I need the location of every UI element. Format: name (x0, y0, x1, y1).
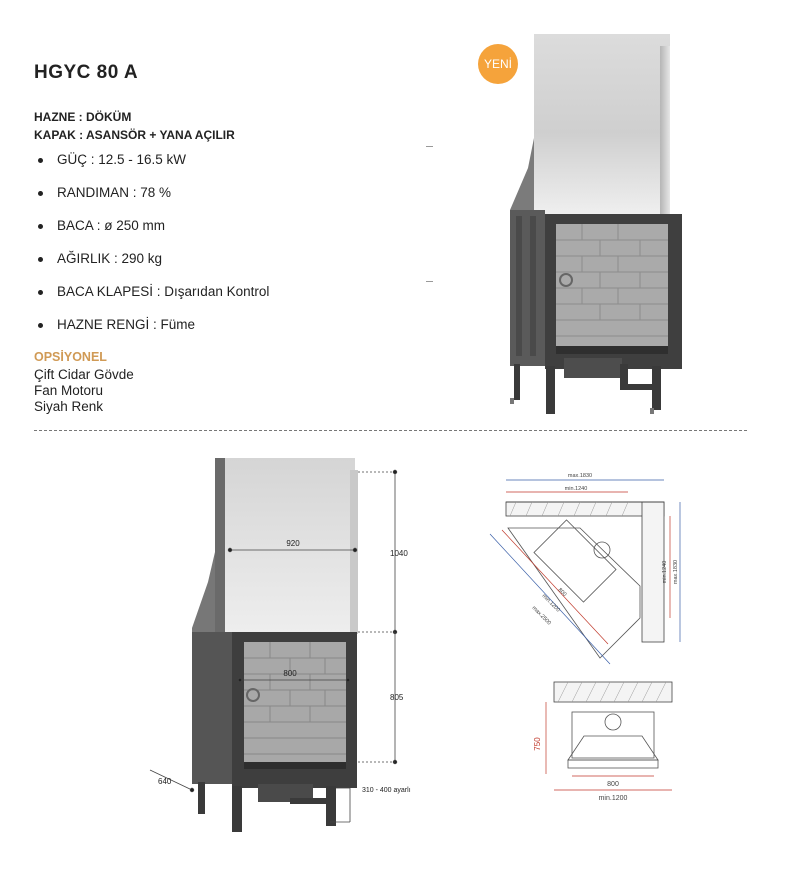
dim-body-height: 805 (390, 693, 404, 702)
firebox (244, 642, 346, 768)
bullet-icon (38, 158, 43, 163)
dim-width-top: 920 (286, 539, 300, 548)
fireplace-photo (500, 28, 690, 418)
hood-taper (510, 138, 534, 214)
product-title: HGYC 80 A (34, 62, 139, 83)
dimension-drawing (140, 452, 440, 842)
leg (326, 786, 336, 826)
dim-door-width: 800 (283, 669, 297, 678)
bullet-icon (38, 191, 43, 196)
ash-drawer (564, 358, 622, 378)
side-panel-left (510, 210, 545, 366)
corner-min-diag: min.1200 (540, 593, 561, 614)
front-min-width: min.1200 (598, 795, 628, 802)
spec-door: KAPAK : ASANSÖR + YANA AÇILIR (34, 128, 235, 142)
dim-legs: 310 - 400 ayarlı (362, 787, 411, 794)
front-plan-drawing (524, 678, 674, 808)
dim-depth: 640 (158, 777, 172, 786)
feature-item: BACA KLAPESİ : Dışarıdan Kontrol (34, 284, 269, 317)
corner-min-width: min.1240 (564, 486, 588, 492)
dim-height-top: 1040 (390, 549, 408, 558)
front-height: 750 (533, 737, 542, 751)
bullet-icon (38, 257, 43, 262)
front-opening: 800 (607, 781, 619, 788)
leg (232, 786, 242, 832)
gallery-marker (426, 281, 433, 282)
spec-chamber: HAZNE : DÖKÜM (34, 110, 132, 124)
options-title: OPSİYONEL (34, 350, 107, 364)
option-item: Çift Cidar Gövde (34, 367, 134, 382)
new-badge: YENİ (478, 44, 518, 84)
option-item: Fan Motoru (34, 383, 104, 398)
leg (546, 366, 555, 414)
hood-taper (192, 552, 215, 634)
corner-max-width: max.1830 (567, 473, 593, 479)
feature-list (34, 152, 269, 350)
grate (556, 346, 668, 354)
corner-max-side: max.1830 (673, 559, 679, 585)
side-panel-left (192, 632, 232, 784)
corner-max-diag: max.2500 (530, 605, 552, 627)
feature-item: HAZNE RENGİ : Füme (34, 317, 269, 350)
corner-opening: 800 (556, 587, 568, 598)
corner-min-side: min.1240 (662, 560, 668, 584)
option-item: Siyah Renk (34, 399, 104, 414)
feature-item: AĞIRLIK : 290 kg (34, 251, 269, 284)
hood-side (660, 46, 670, 216)
feature-item: BACA : ø 250 mm (34, 218, 269, 251)
bullet-icon (38, 224, 43, 229)
feature-item: GÜÇ : 12.5 - 16.5 kW (34, 152, 269, 185)
corner-plan-drawing (480, 468, 690, 678)
bullet-icon (38, 323, 43, 328)
hood-panel (534, 34, 670, 214)
feature-item: RANDIMAN : 78 % (34, 185, 269, 218)
bullet-icon (38, 290, 43, 295)
gallery-marker (426, 146, 433, 147)
section-divider (34, 430, 747, 431)
